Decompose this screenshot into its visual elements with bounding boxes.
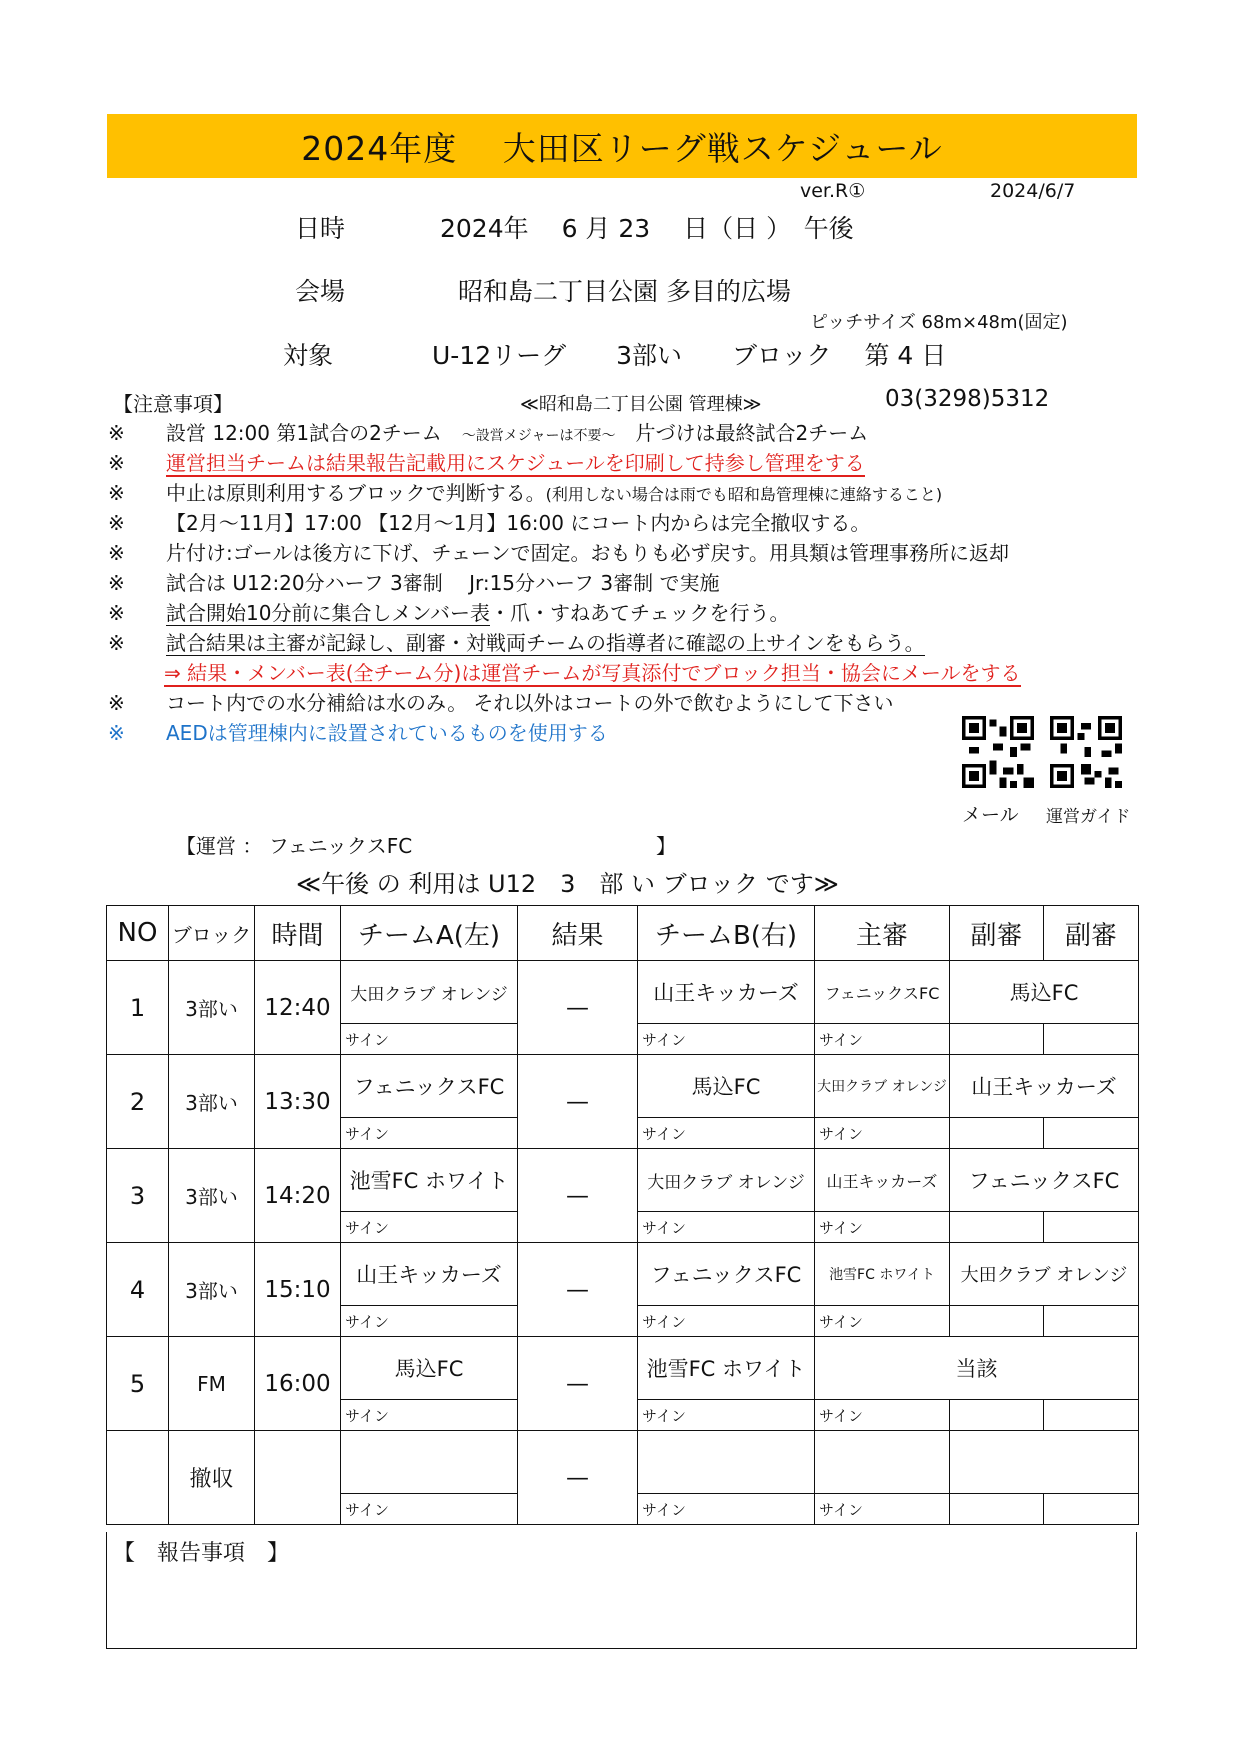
header-block: ブロック [169,906,255,961]
note-cleanup: ※ 片付け:ゴールは後方に下げ、チェーンで固定。おもりも必ず戻す。用具類は管理事務所に返却 [108,541,1009,565]
issued-date: 2024/6/7 [990,180,1076,202]
match-block: 3部い [169,1055,255,1149]
sign-field-assistant-1[interactable] [950,1400,1044,1431]
sign-field-assistant-1[interactable] [950,1212,1044,1243]
table-row [107,1055,1139,1118]
match-result[interactable]: — [518,1243,638,1337]
sign-field-referee[interactable]: サイン [815,1118,950,1149]
match-block: 3部い [169,1243,255,1337]
office-name: ≪昭和島二丁目公園 管理棟≫ [520,394,762,415]
sign-field-a[interactable]: サイン [341,1306,518,1337]
pitch-size: ピッチサイズ 68m×48m(固定) [810,312,1068,333]
header-result: 結果 [518,906,638,961]
note-print-schedule: ※ 運営担当チームは結果報告記載用にスケジュールを印刷して持参し管理をする [108,451,865,475]
match-time: 16:00 [255,1337,341,1431]
withdraw-referee[interactable] [815,1431,950,1494]
note-water: ※ コート内での水分補給は水のみ。 それ以外はコートの外で飲むようにして下さい [108,691,894,715]
sign-field-referee[interactable]: サイン [815,1494,950,1525]
match-result[interactable]: — [518,1337,638,1431]
header-assistant-1: 副審 [950,906,1044,961]
withdraw-time [255,1431,341,1525]
match-no: 3 [107,1149,169,1243]
team-b: 馬込FC [638,1055,815,1118]
header-referee: 主審 [815,906,950,961]
note-withdraw-time: ※ 【2月～11月】17:00 【12月～1月】16:00 にコート内からは完全撤収する。 [108,511,871,535]
note-results: ※ 試合結果は主審が記録し、副審・対戦両チームの指導者に確認の上サインをもらう。 [108,631,925,655]
date-label: 日時 [295,214,346,243]
table-row [107,1337,1139,1400]
report-label: 【 報告事項 】 [113,1541,290,1566]
team-b: 池雪FC ホワイト [638,1337,815,1400]
office-phone: 03(3298)5312 [885,386,1050,412]
sign-field-b[interactable]: サイン [638,1212,815,1243]
withdraw-row [107,1431,1139,1494]
sign-field-assistant-1[interactable] [950,1118,1044,1149]
match-result[interactable]: — [518,1055,638,1149]
team-a: 馬込FC [341,1337,518,1400]
withdraw-result[interactable]: — [518,1431,638,1525]
sign-field-assistant-2[interactable] [1044,1118,1139,1149]
sign-field-b[interactable]: サイン [638,1118,815,1149]
sign-field-assistant-1[interactable] [950,1494,1044,1525]
header-team-b: チームB(右) [638,906,815,961]
referee: フェニックスFC [815,961,950,1024]
sign-field-assistant-2[interactable] [1044,1212,1139,1243]
withdraw-team-a[interactable] [341,1431,518,1494]
sign-field-assistant-2[interactable] [1044,1306,1139,1337]
sign-field-referee[interactable]: サイン [815,1212,950,1243]
target-value: U-12リーグ 3部い ブロック 第 4 日 [432,341,947,370]
table-row [107,1149,1139,1212]
report-box[interactable] [106,1532,1137,1649]
header-no: NO [107,906,169,961]
table-row [107,1243,1139,1306]
sign-field-assistant-2[interactable] [1044,1024,1139,1055]
mail-qr-code[interactable] [962,716,1034,788]
note-send-results: ⇒ 結果・メンバー表(全チーム分)は運営チームが写真添付でブロック担当・協会にメールをする [164,661,1021,685]
referee: 大田クラブ オレンジ [815,1055,950,1118]
header-team-a: チームA(左) [341,906,518,961]
venue-label: 会場 [295,277,346,306]
sign-field-assistant-1[interactable] [950,1024,1044,1055]
notes-heading: 【注意事項】 [113,392,233,416]
match-block: 3部い [169,961,255,1055]
withdraw-no [107,1431,169,1525]
match-no: 4 [107,1243,169,1337]
table-row [107,961,1139,1024]
version-label: ver.R① [800,180,866,202]
referee-merged: 当該 [815,1337,1139,1400]
note-aed: ※ AEDは管理棟内に設置されているものを使用する [108,721,608,745]
match-no: 1 [107,961,169,1055]
guide-qr-label: 運営ガイド [1046,807,1131,827]
referee: 山王キッカーズ [815,1149,950,1212]
sign-field-assistant-2[interactable] [1044,1400,1139,1431]
match-time: 15:10 [255,1243,341,1337]
mail-qr-label: メール [962,804,1019,826]
sign-field-b[interactable]: サイン [638,1494,815,1525]
target-label: 対象 [283,341,334,370]
usage-notice: ≪午後 の 利用は U12 3 部 い ブロック です≫ [296,870,839,898]
note-gathering: ※ 試合開始10分前に集合しメンバー表・爪・すねあてチェックを行う。 [108,601,790,625]
note-cancel: ※ 中止は原則利用するブロックで判断する。(利用しない場合は雨でも昭和島管理棟に連絡すること) [108,481,943,505]
page-title [107,114,1137,178]
table-header-row [107,906,1139,961]
header-assistant-2: 副審 [1044,906,1139,961]
team-a: 山王キッカーズ [341,1243,518,1306]
sign-field-referee[interactable]: サイン [815,1400,950,1431]
assistant-referees: フェニックスFC [950,1149,1139,1212]
withdraw-team-b[interactable] [638,1431,815,1494]
match-no: 2 [107,1055,169,1149]
withdraw-assistants[interactable] [950,1431,1139,1494]
note-setup: ※ 設営 12:00 第1試合の2チーム ～設営メジャーは不要～ 片づけは最終試合2チーム [108,421,869,445]
sign-field-referee[interactable]: サイン [815,1024,950,1055]
assistant-referees: 馬込FC [950,961,1139,1024]
sign-field-b[interactable]: サイン [638,1024,815,1055]
sign-field-a[interactable]: サイン [341,1024,518,1055]
sign-field-a[interactable]: サイン [341,1400,518,1431]
sign-field-a[interactable]: サイン [341,1118,518,1149]
assistant-referees: 大田クラブ オレンジ [950,1243,1139,1306]
team-a: 池雪FC ホワイト [341,1149,518,1212]
team-b: フェニックスFC [638,1243,815,1306]
sign-field-b[interactable]: サイン [638,1400,815,1431]
team-a: 大田クラブ オレンジ [341,961,518,1024]
match-result[interactable]: — [518,1149,638,1243]
team-b: 大田クラブ オレンジ [638,1149,815,1212]
operation-label: 【運営 ： フェニックスFC [176,834,413,858]
assistant-referees: 山王キッカーズ [950,1055,1139,1118]
schedule-table [106,905,1139,1525]
team-a: フェニックスFC [341,1055,518,1118]
match-time: 13:30 [255,1055,341,1149]
match-block: FM [169,1337,255,1431]
note-match-format: ※ 試合は U12:20分ハーフ 3審制 Jr:15分ハーフ 3審制 で実施 [108,571,720,595]
header-time: 時間 [255,906,341,961]
withdraw-label: 撤収 [169,1431,255,1525]
match-time: 12:40 [255,961,341,1055]
date-value: 2024年 6 月 23 日（日 ） 午後 [440,214,854,243]
match-block: 3部い [169,1149,255,1243]
sign-field-assistant-1[interactable] [950,1306,1044,1337]
sign-field-referee[interactable]: サイン [815,1306,950,1337]
sign-field-b[interactable]: サイン [638,1306,815,1337]
operation-close: 】 [656,834,676,858]
match-time: 14:20 [255,1149,341,1243]
guide-qr-code[interactable] [1050,716,1122,788]
venue-value: 昭和島二丁目公園 多目的広場 [458,277,791,306]
sign-field-assistant-2[interactable] [1044,1494,1139,1525]
sign-field-a[interactable]: サイン [341,1494,518,1525]
title-text: 2024年度 大田区リーグ戦スケジュール [301,128,943,168]
referee: 池雪FC ホワイト [815,1243,950,1306]
match-result[interactable]: — [518,961,638,1055]
match-no: 5 [107,1337,169,1431]
sign-field-a[interactable]: サイン [341,1212,518,1243]
team-b: 山王キッカーズ [638,961,815,1024]
